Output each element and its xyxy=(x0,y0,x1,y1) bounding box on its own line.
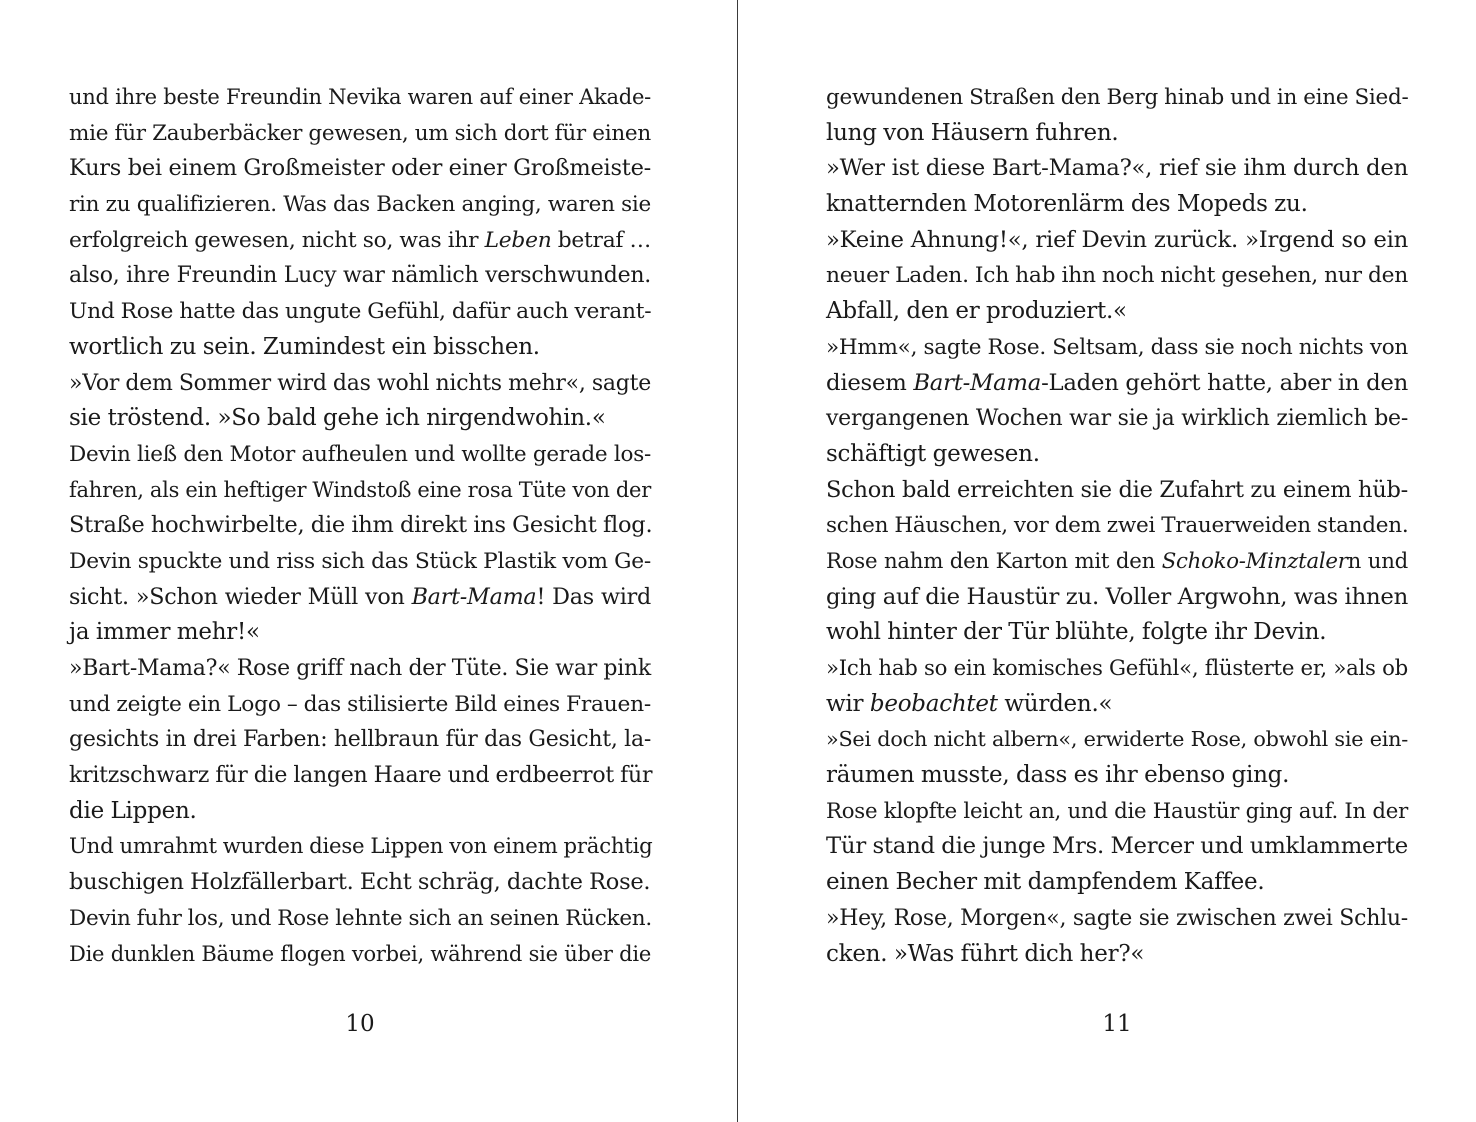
text-segment: Kurs bei einem Großmeister oder einer Großmeiste- xyxy=(69,155,651,182)
text-segment: kritzschwarz für die langen Haare und erdbeerrot für xyxy=(69,763,653,789)
text-line xyxy=(826,116,1408,152)
text-segment: und ihre beste Freundin Nevika waren auf einer Akade- xyxy=(69,85,651,109)
text-line xyxy=(826,615,1408,651)
left-page-number: 10 xyxy=(345,1011,375,1037)
text-segment: Devin fuhr los, und Rose lehnte sich an seinen Rücken. xyxy=(69,905,652,931)
italic-segment: Leben xyxy=(484,227,552,253)
text-segment: Und Rose hatte das ungute Gefühl, dafür auch verant- xyxy=(69,299,652,325)
text-segment: ! Das wird xyxy=(536,583,651,610)
text-segment: »Bart-Mama?« Rose griff nach der Tüte. Sie war pink xyxy=(69,656,651,681)
text-line xyxy=(69,580,651,616)
text-line xyxy=(826,865,1408,901)
text-line xyxy=(69,937,651,973)
text-line xyxy=(826,508,1408,544)
text-line xyxy=(826,258,1408,294)
text-line xyxy=(826,829,1408,865)
text-segment: Rose nahm den Karton mit den xyxy=(826,548,1162,574)
text-segment: Tür stand die junge Mrs. Mercer und umklammerte xyxy=(826,833,1408,860)
text-segment: Die dunklen Bäume flogen vorbei, während sie über die xyxy=(69,941,651,966)
text-line xyxy=(826,794,1408,830)
text-line xyxy=(69,473,651,509)
text-line xyxy=(69,508,651,544)
text-line xyxy=(69,151,651,187)
text-line xyxy=(826,437,1408,473)
text-segment: knatternden Motorenlärm des Mopeds zu. xyxy=(826,191,1308,218)
text-line xyxy=(69,330,651,366)
text-line xyxy=(826,722,1408,758)
text-line xyxy=(826,901,1408,937)
text-segment: »Hmm«, sagte Rose. Seltsam, dass sie noch nichts von xyxy=(826,334,1408,360)
text-segment: mie für Zauberbäcker gewesen, um sich dort für einen xyxy=(69,120,651,146)
text-segment: gewundenen Straßen den Berg hinab und in eine Sied- xyxy=(826,85,1409,110)
text-line xyxy=(69,615,651,651)
text-segment: »Sei doch nicht albern«, erwiderte Rose, obwohl sie ein- xyxy=(826,727,1408,752)
text-segment: ja immer mehr!« xyxy=(69,619,260,646)
text-segment: wohl hinter der Tür blühte, folgte ihr Devin. xyxy=(826,619,1327,646)
text-segment: diesem xyxy=(826,369,914,396)
italic-segment: Schoko-Minztaler xyxy=(1161,548,1348,574)
text-segment: Rose klopfte leicht an, und die Haustür ging auf. In der xyxy=(826,798,1408,824)
text-line xyxy=(69,687,651,723)
text-segment: ging auf die Haustür zu. Voller Argwohn, was ihnen xyxy=(826,583,1408,610)
text-segment: wir xyxy=(826,690,870,717)
text-line xyxy=(69,722,651,758)
text-segment: »Hey, Rose, Morgen«, sagte sie zwischen zwei Schlu- xyxy=(826,905,1408,931)
text-line xyxy=(69,829,651,865)
text-line xyxy=(69,401,651,437)
text-line xyxy=(826,544,1408,580)
text-line xyxy=(69,544,651,580)
right-page-text xyxy=(826,80,1408,972)
text-line xyxy=(826,758,1408,794)
text-segment: also, ihre Freundin Lucy war nämlich verschwunden. xyxy=(69,263,651,289)
text-segment: erfolgreich gewesen, nicht so, was ihr xyxy=(69,227,485,253)
text-line xyxy=(69,437,651,473)
text-segment: Straße hochwirbelte, die ihm direkt ins Gesicht flog. xyxy=(69,512,653,539)
text-segment: neuer Laden. Ich hab ihn noch nicht gesehen, nur den xyxy=(826,263,1408,289)
text-segment: »Ich hab so ein komisches Gefühl«, flüsterte er, »als ob xyxy=(826,656,1408,681)
text-line xyxy=(69,187,651,223)
text-line xyxy=(69,258,651,294)
text-line xyxy=(69,865,651,901)
text-segment: betraf … xyxy=(551,227,651,253)
text-segment: n und xyxy=(1347,548,1408,574)
text-segment: sie tröstend. »So bald gehe ich nirgendwohin.« xyxy=(69,405,606,432)
text-line xyxy=(826,330,1408,366)
text-line xyxy=(826,937,1408,973)
right-page-number: 11 xyxy=(1102,1011,1132,1037)
text-segment: sicht. »Schon wieder Müll von xyxy=(69,583,412,610)
text-segment: würden.« xyxy=(997,690,1113,717)
text-segment: Und umrahmt wurden diese Lippen von einem prächtig xyxy=(69,834,653,860)
text-segment: »Vor dem Sommer wird das wohl nichts mehr«, sagte xyxy=(69,370,651,396)
text-segment: und zeigte ein Logo – das stilisierte Bild eines Frauen- xyxy=(69,691,651,717)
italic-segment: beobachtet xyxy=(869,690,998,717)
italic-segment: Bart-Mama xyxy=(913,369,1042,396)
text-line xyxy=(826,401,1408,437)
text-line xyxy=(826,294,1408,330)
left-page-text xyxy=(69,80,651,972)
text-segment: »Keine Ahnung!«, rief Devin zurück. »Irgend so ein xyxy=(826,226,1408,253)
text-line xyxy=(826,187,1408,223)
text-line xyxy=(826,366,1408,402)
text-line xyxy=(826,473,1408,509)
text-segment: cken. »Was führt dich her?« xyxy=(826,940,1145,967)
text-line xyxy=(69,294,651,330)
text-line xyxy=(69,794,651,830)
text-line xyxy=(69,758,651,794)
text-line xyxy=(826,651,1408,687)
page-gutter xyxy=(737,0,738,1122)
text-line xyxy=(69,366,651,402)
text-segment: schen Häuschen, vor dem zwei Trauerweiden standen. xyxy=(826,513,1409,539)
text-segment: Schon bald erreichten sie die Zufahrt zu einem hüb- xyxy=(826,476,1408,503)
text-segment: vergangenen Wochen war sie ja wirklich ziemlich be- xyxy=(826,406,1408,432)
text-segment: rin zu qualifizieren. Was das Backen anging, waren sie xyxy=(69,192,651,218)
text-segment: die Lippen. xyxy=(69,797,197,824)
text-segment: Abfall, den er produziert.« xyxy=(826,298,1127,325)
text-segment: buschigen Holzfällerbart. Echt schräg, dachte Rose. xyxy=(69,869,651,896)
text-segment: Devin ließ den Motor aufheulen und wollte gerade los- xyxy=(69,441,651,467)
text-line xyxy=(826,687,1408,723)
text-line xyxy=(69,651,651,687)
text-segment: »Wer ist diese Bart-Mama?«, rief sie ihm durch den xyxy=(826,155,1408,182)
text-line xyxy=(69,80,651,116)
text-line xyxy=(69,116,651,152)
text-segment: räumen musste, dass es ihr ebenso ging. xyxy=(826,762,1290,789)
italic-segment: Bart-Mama xyxy=(411,583,537,610)
text-line xyxy=(826,580,1408,616)
text-segment: Devin spuckte und riss sich das Stück Plastik vom Ge- xyxy=(69,548,651,574)
text-segment: fahren, als ein heftiger Windstoß eine rosa Tüte von der xyxy=(69,477,651,502)
text-line xyxy=(826,80,1408,116)
text-segment: gesichts in drei Farben: hellbraun für das Gesicht, la- xyxy=(69,727,651,753)
text-segment: lung von Häusern fuhren. xyxy=(826,119,1119,146)
text-segment: einen Becher mit dampfendem Kaffee. xyxy=(826,869,1265,896)
text-line xyxy=(826,151,1408,187)
text-segment: wortlich zu sein. Zumindest ein bisschen. xyxy=(69,333,540,360)
text-line xyxy=(826,223,1408,259)
text-segment: schäftigt gewesen. xyxy=(826,440,1040,467)
text-line xyxy=(69,901,651,937)
text-segment: -Laden gehört hatte, aber in den xyxy=(1041,369,1409,396)
text-line xyxy=(69,223,651,259)
